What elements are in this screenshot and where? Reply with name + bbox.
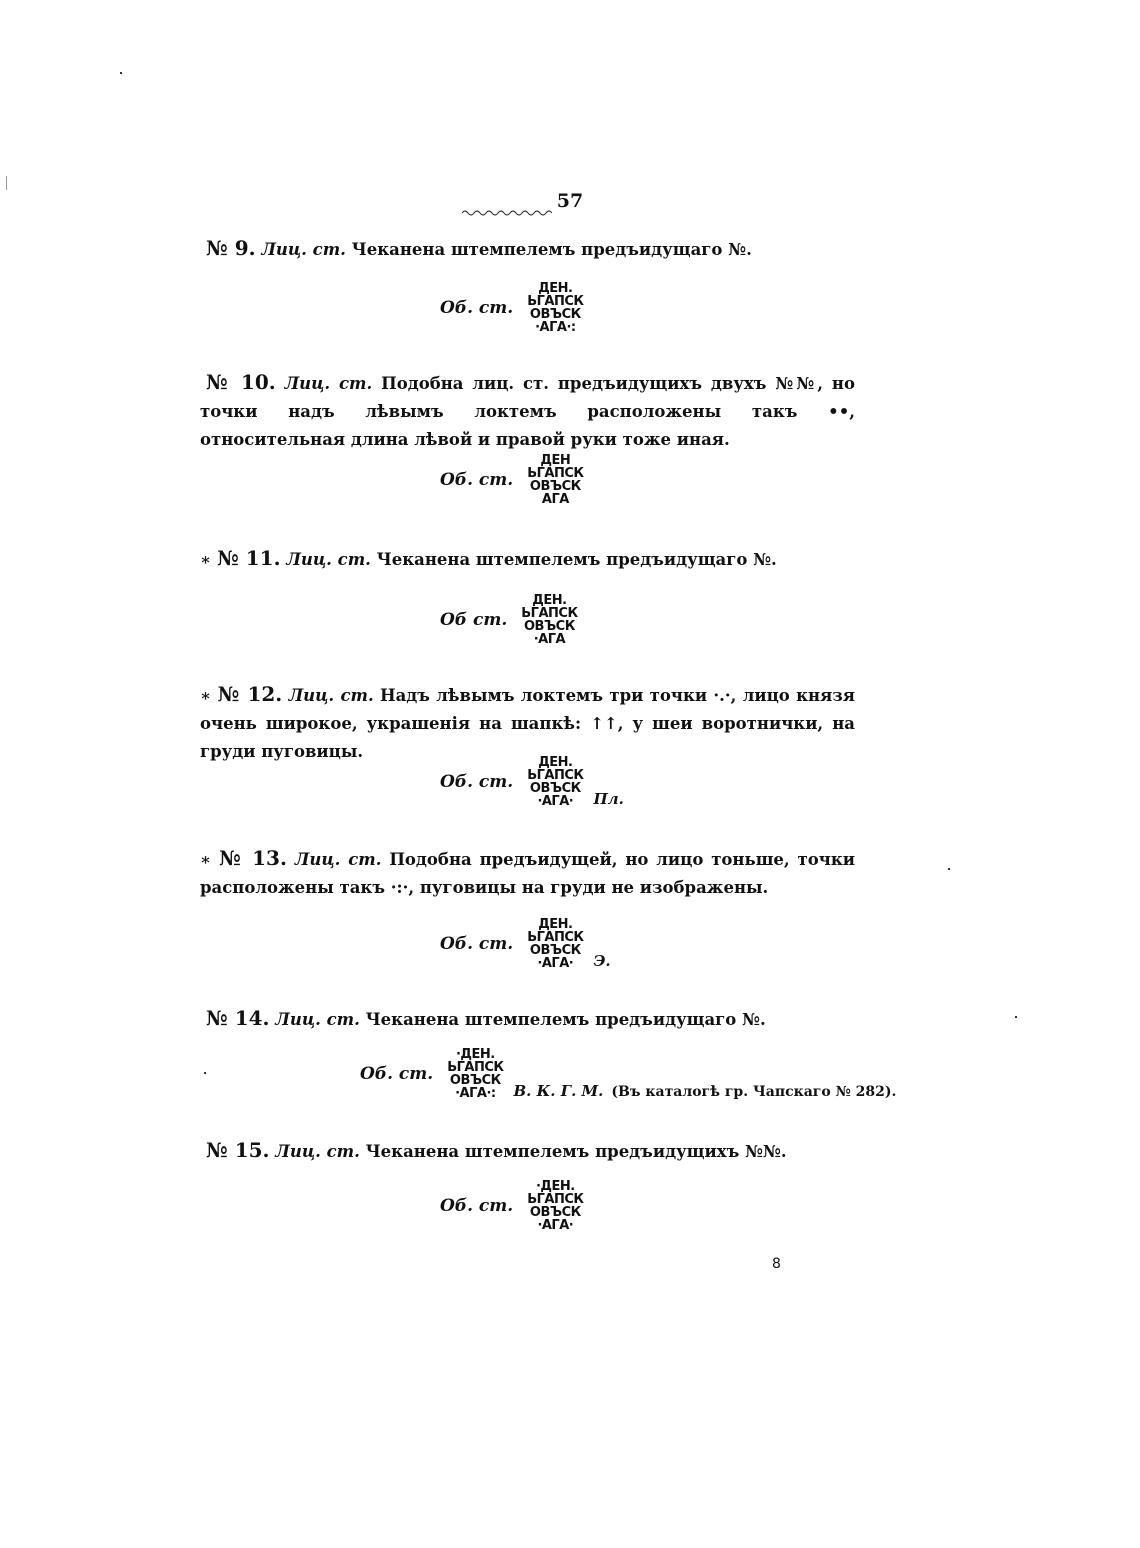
scan-speck — [948, 868, 950, 870]
entry-text: Подобна предъидущей, но лицо тоньше, точки расположены такъ ·:·, пуговицы на груди не изображены. — [200, 850, 855, 897]
star-mark: ∗ — [200, 550, 212, 569]
legend-line: ·АГА — [533, 632, 566, 647]
entry-15 — [200, 1136, 855, 1166]
coin-legend — [527, 1180, 583, 1232]
legend-line: ОВЪСК — [449, 1073, 501, 1088]
entry-9 — [200, 234, 855, 264]
legend-line: ДЕН. — [538, 755, 573, 770]
reverse-15 — [440, 1180, 584, 1232]
reverse-label: Об. ст. — [440, 1196, 514, 1216]
entry-number: № 13. — [217, 846, 287, 870]
legend-line: ЬГАПСК — [521, 606, 578, 621]
reverse-label: Об. ст. — [440, 298, 514, 318]
legend-line: ·АГА·: — [455, 1086, 496, 1101]
catalog-reference: (Въ каталогѣ гр. Чапскаго № 282). — [611, 1084, 897, 1100]
sheet-number: 8 — [772, 1256, 781, 1272]
reverse-label: Об. ст. — [440, 934, 514, 954]
reverse-12 — [440, 756, 624, 808]
legend-line: ДЕН. — [538, 281, 573, 296]
legend-line: ·АГА·: — [535, 320, 576, 335]
legend-line: ОВЪСК — [524, 619, 575, 634]
reverse-10 — [440, 454, 584, 506]
obverse-label: Лиц. ст. — [275, 1010, 360, 1029]
star-mark: ∗ — [200, 850, 212, 869]
legend-line: ·ДЕН. — [455, 1047, 495, 1062]
legend-line: ДЕН. — [538, 917, 573, 932]
legend-line: ДЕН — [540, 453, 571, 468]
obverse-label: Лиц. ст. — [288, 686, 374, 705]
entry-12 — [200, 680, 855, 766]
source-note: В. К. Г. М. — [513, 1082, 604, 1100]
reverse-13 — [440, 918, 611, 970]
entry-11 — [200, 544, 855, 574]
scan-speck — [120, 72, 122, 74]
entry-number: № 12. — [217, 682, 283, 706]
reverse-14 — [360, 1048, 896, 1100]
page-number: 57 — [556, 190, 584, 212]
obverse-label: Лиц. ст. — [261, 240, 346, 259]
entry-14 — [200, 1004, 855, 1034]
source-note: Пл. — [593, 790, 624, 808]
entry-number: № 11. — [217, 546, 281, 570]
obverse-label: Лиц. ст. — [286, 550, 371, 569]
scan-speck — [1015, 1016, 1017, 1018]
legend-line: ЬГАПСК — [527, 768, 584, 783]
entry-number: № 15. — [206, 1138, 270, 1162]
reverse-label: Об. ст. — [360, 1064, 434, 1084]
legend-line: ·ДЕН. — [535, 1179, 575, 1194]
reverse-9 — [440, 282, 584, 334]
legend-line: ОВЪСК — [529, 781, 581, 796]
coin-legend — [527, 282, 583, 334]
coin-legend — [527, 454, 583, 506]
entry-text: Надъ лѣвымъ локтемъ три точки ·.·, лицо князя очень широкое, украшенія на шапкѣ: ↑↑, у шеи воротнички, на груди пуговицы. — [200, 686, 855, 761]
legend-line: ОВЪСК — [529, 943, 581, 958]
legend-line: ЬГАПСК — [527, 1192, 584, 1207]
legend-line: ЬГАПСК — [447, 1060, 504, 1075]
legend-line: ·АГА· — [537, 794, 574, 809]
entry-text: Чеканена штемпелемъ предъидущаго №. — [345, 240, 752, 259]
coin-legend — [447, 1048, 503, 1100]
reverse-label: Об. ст. — [440, 772, 514, 792]
legend-line: ОВЪСК — [529, 479, 581, 494]
source-note: Э. — [593, 952, 611, 970]
reverse-11 — [440, 594, 578, 646]
legend-line: ЬГАПСК — [527, 930, 584, 945]
coin-legend — [527, 918, 583, 970]
star-mark: ∗ — [200, 686, 212, 705]
obverse-label: Лиц. ст. — [275, 1142, 360, 1161]
scan-speck — [6, 176, 7, 190]
legend-line: ЬГАПСК — [527, 466, 584, 481]
reverse-label: Об ст. — [440, 610, 508, 630]
entry-number: № 14. — [206, 1006, 270, 1030]
entry-10 — [200, 368, 855, 454]
entry-number: № 9. — [206, 236, 256, 260]
legend-line: ДЕН. — [532, 593, 567, 608]
reverse-label: Об. ст. — [440, 470, 514, 490]
entry-text: Чеканена штемпелемъ предъидущаго №. — [370, 550, 777, 569]
coin-legend — [527, 756, 583, 808]
coin-legend — [521, 594, 577, 646]
entry-number: № 10. — [206, 370, 276, 394]
legend-line: ЬГАПСК — [527, 294, 584, 309]
obverse-label: Лиц. ст. — [284, 374, 373, 393]
legend-line: ·АГА· — [537, 956, 574, 971]
entry-text: Чеканена штемпелемъ предъидущихъ №№. — [359, 1142, 787, 1161]
entry-text: Подобна лиц. ст. предъидущихъ двухъ №№, но точки надъ лѣвымъ локтемъ расположены такъ ••, относительная длина лѣвой и правой руки тоже иная. — [200, 374, 855, 449]
entry-text: Чеканена штемпелемъ предъидущаго №. — [359, 1010, 766, 1029]
squiggle-ornament — [462, 208, 552, 218]
scan-speck — [204, 1072, 206, 1074]
legend-line: ОВЪСК — [529, 1205, 581, 1220]
obverse-label: Лиц. ст. — [294, 850, 382, 869]
entry-13 — [200, 844, 855, 902]
legend-line: ·АГА· — [537, 1218, 574, 1233]
legend-line: ОВЪСК — [529, 307, 581, 322]
legend-line: АГА — [541, 492, 569, 507]
